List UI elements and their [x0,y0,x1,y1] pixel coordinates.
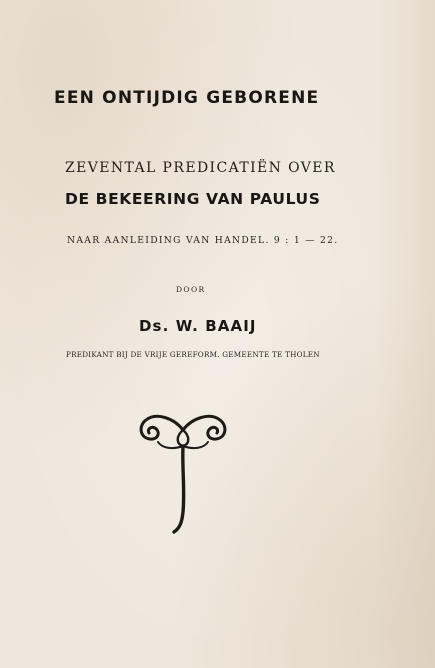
by-label: DOOR [176,285,206,294]
subtitle-line-1: ZEVENTAL PREDICATIËN OVER [65,160,336,176]
author-name: Ds. W. BAAIJ [139,317,257,335]
book-title: EEN ONTIJDIG GEBORENE [54,88,320,108]
scripture-reference: NAAR AANLEIDING VAN HANDEL. 9 : 1 — 22. [67,235,339,246]
paper-shading [375,0,435,668]
flourish-ornament-icon [136,408,231,538]
author-affiliation: PREDIKANT BIJ DE VRIJE GEREFORM. GEMEENTE TE THOLEN [66,350,320,359]
subtitle-line-2: DE BEKEERING VAN PAULUS [65,190,321,208]
